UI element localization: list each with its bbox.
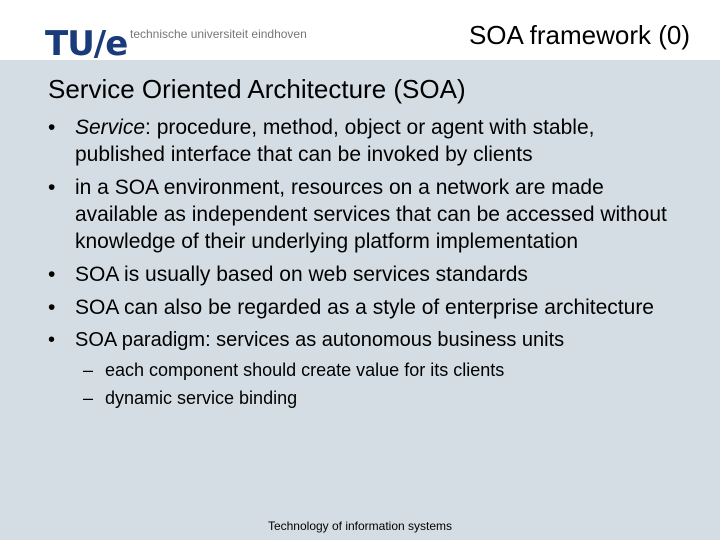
sub-bullet-marker: –: [83, 360, 94, 380]
bullet-marker: •: [48, 296, 56, 319]
sub-bullet-list: [75, 356, 668, 412]
bullet-item: [48, 174, 668, 255]
bullet-item: [48, 294, 668, 321]
bullet-text: SOA can also be regarded as a style of enterprise architecture: [75, 296, 654, 319]
logo-text: technische universiteit eindhoven: [130, 27, 307, 41]
bullet-item: [48, 327, 668, 412]
section-heading: Service Oriented Architecture (SOA): [48, 74, 466, 104]
bullet-list: [48, 114, 668, 418]
logo-mark: TU/e: [45, 24, 128, 64]
sub-bullet-item: [75, 356, 668, 384]
footer-text: Technology of information systems: [267, 519, 453, 533]
bullet-term: Service: [75, 116, 146, 139]
bullet-text: SOA paradigm: services as autonomous business units: [75, 329, 565, 351]
bullet-text: : procedure, method, object or agent with stable, published interface that can be invoked by clients: [75, 116, 595, 166]
bullet-text: SOA is usually based on web services standards: [75, 263, 528, 286]
bullet-marker: •: [48, 176, 56, 199]
sub-bullet-text: each component should create value for its clients: [105, 360, 505, 380]
slide-title: SOA framework (0): [468, 20, 690, 50]
bullet-item: [48, 114, 668, 168]
bullet-item: [48, 261, 668, 288]
sub-bullet-marker: –: [83, 388, 94, 408]
sub-bullet-item: [75, 384, 668, 412]
bullet-marker: •: [48, 116, 56, 139]
bullet-text: in a SOA environment, resources on a network are made available as independent services that can be accessed without knowledge of their underlying platform implementation: [75, 176, 667, 253]
sub-bullet-text: dynamic service binding: [105, 388, 298, 408]
bullet-marker: •: [48, 263, 56, 286]
bullet-marker: •: [48, 329, 56, 351]
